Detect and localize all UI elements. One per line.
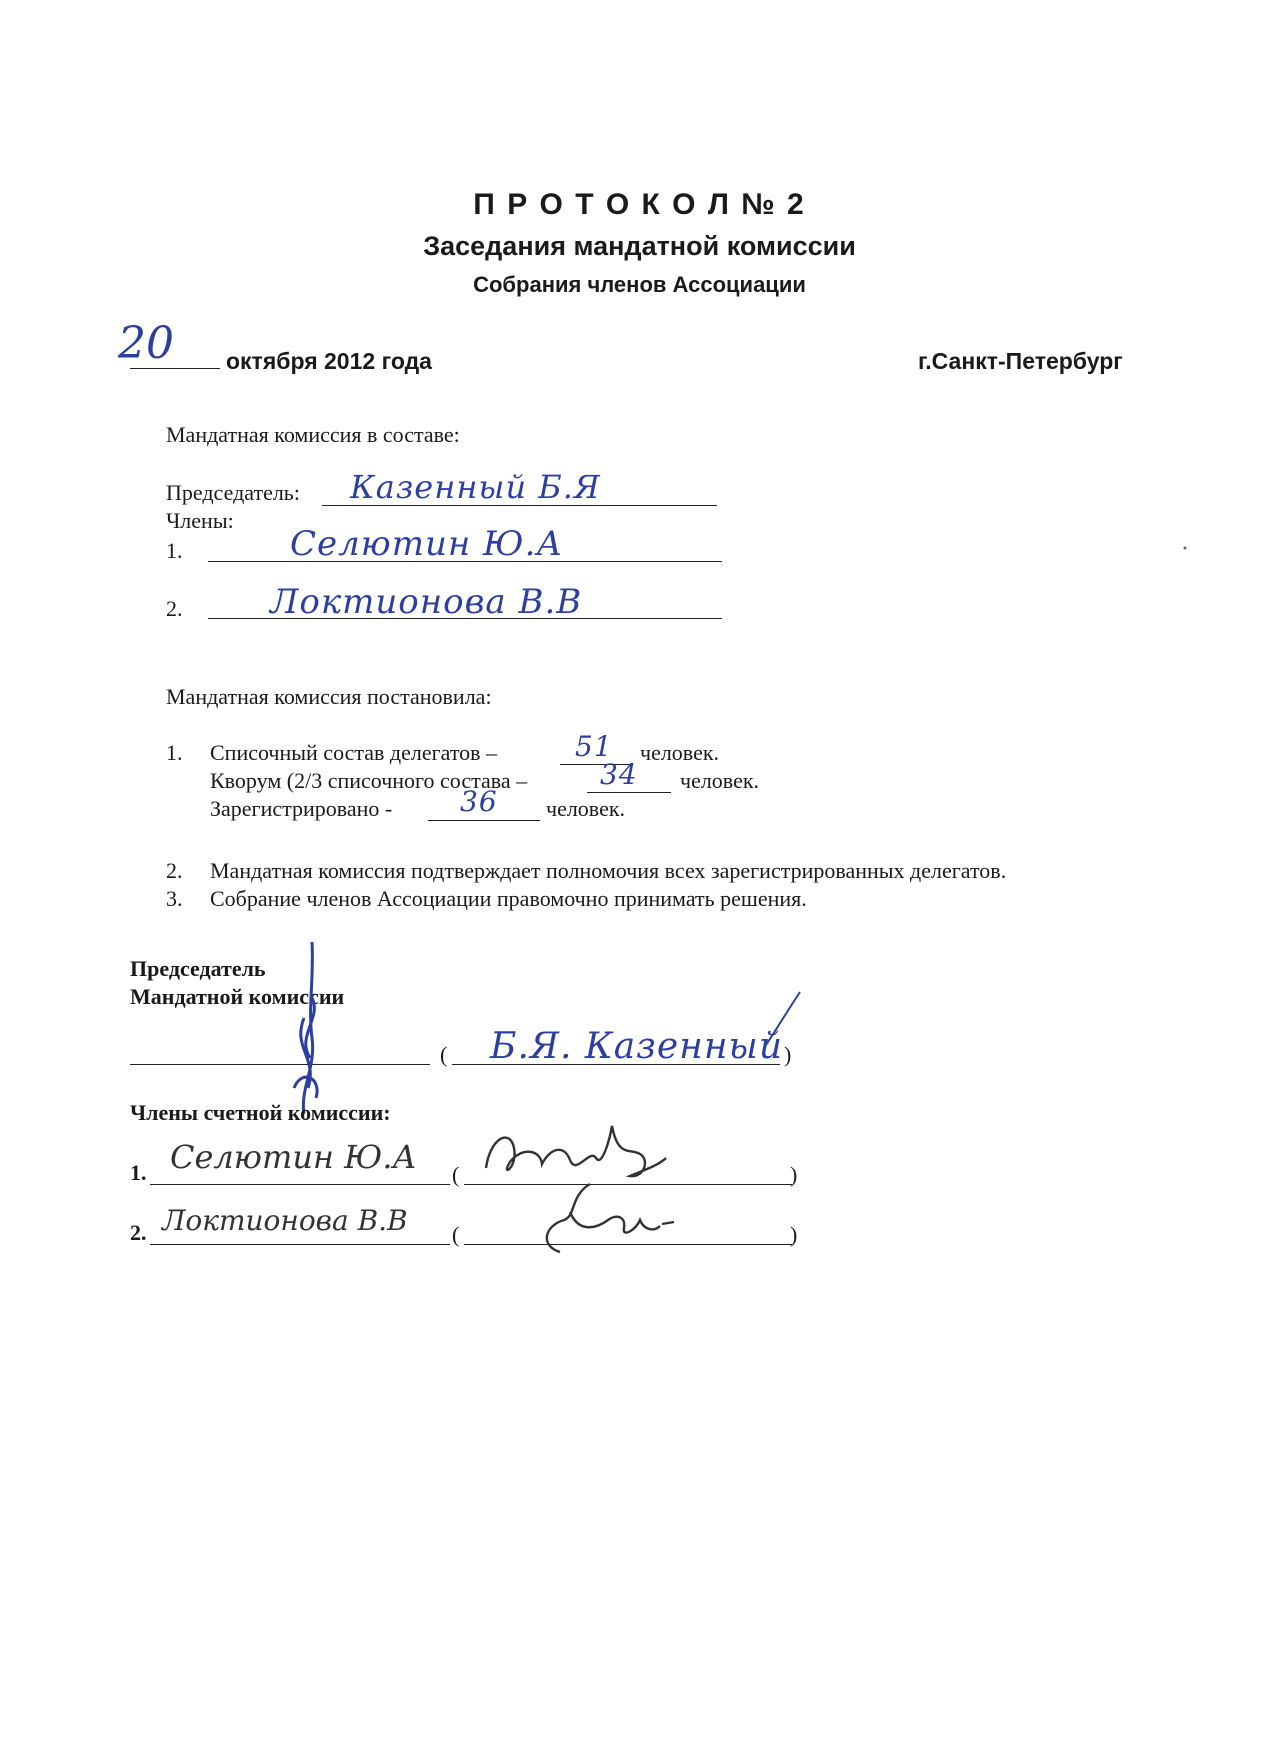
member-1-handwritten: Селютин Ю.А [290,524,564,564]
quorum-unit: человек. [680,768,760,793]
member-2-handwritten: Локтионова В.В [270,582,583,622]
chair-sign-label-1: Председатель [130,956,266,981]
chair-sign-label-2: Мандатной комиссии [130,984,345,1009]
quorum-line [587,792,671,793]
document-subtitle: Заседания мандатной комиссии [423,231,856,261]
quorum-value: 34 [600,758,638,791]
ink-stroke-icon [1182,545,1188,551]
chair-label: Председатель: [166,480,300,505]
registered-unit: человек. [546,796,626,821]
document-title: П Р О Т О К О Л № 2 [473,188,806,221]
chair-handwritten: Казенный Б.Я [350,468,601,506]
registered-value: 36 [460,785,498,818]
counting-row-1-open-paren: ( [452,1162,460,1187]
counting-row-1-name-line [150,1184,450,1185]
counting-row-2-name-line [150,1244,450,1245]
resolution-heading: Мандатная комиссия постановила: [166,684,492,709]
city: г.Санкт-Петербург [918,348,1123,374]
item-3-text: Собрание членов Ассоциации правомочно принимать решения. [210,886,807,911]
document-subtitle-2: Собрания членов Ассоциации [473,272,806,297]
item-1-number: 1. [166,740,183,765]
counting-row-2-number: 2. [130,1220,147,1245]
counting-row-1-handwritten: Селютин Ю.А [170,1138,417,1176]
chair-open-paren: ( [440,1042,448,1067]
counting-row-2-signature-icon [530,1176,680,1256]
delegates-unit: человек. [640,740,720,765]
item-2-number: 2. [166,858,183,883]
members-label: Члены: [166,508,234,533]
registered-line [428,820,540,821]
chair-name-handwritten: Б.Я. Казенный [490,1026,784,1067]
member-1-number: 1. [166,538,183,563]
quorum-label: Кворум (2/3 списочного состава – [210,768,528,793]
counting-row-2-close-paren: ) [790,1222,798,1247]
date-month-year: октября 2012 года [226,348,432,374]
item-3-number: 3. [166,886,183,911]
item-2-text: Мандатная комиссия подтверждает полномочия всех зарегистрированных делегатов. [210,858,1007,883]
delegates-label: Списочный состав делегатов – [210,740,498,765]
composition-heading: Мандатная комиссия в составе: [166,422,460,447]
chair-close-paren: ) [784,1042,792,1067]
date-day-handwritten: 20 [118,318,174,369]
date-day-line [130,368,220,369]
counting-row-2-open-paren: ( [452,1222,460,1247]
counting-row-1-close-paren: ) [790,1162,798,1187]
counting-row-2-handwritten: Локтионова В.В [162,1204,408,1237]
delegates-value: 51 [575,730,613,763]
member-2-number: 2. [166,596,183,621]
counting-row-1-number: 1. [130,1160,147,1185]
counting-commission-label: Члены счетной комиссии: [130,1100,391,1125]
registered-label: Зарегистрировано - [210,796,393,821]
chair-signature-line [130,1064,430,1065]
chair-name-flourish-icon [762,990,802,1050]
chair-signature-icon [282,938,342,1118]
